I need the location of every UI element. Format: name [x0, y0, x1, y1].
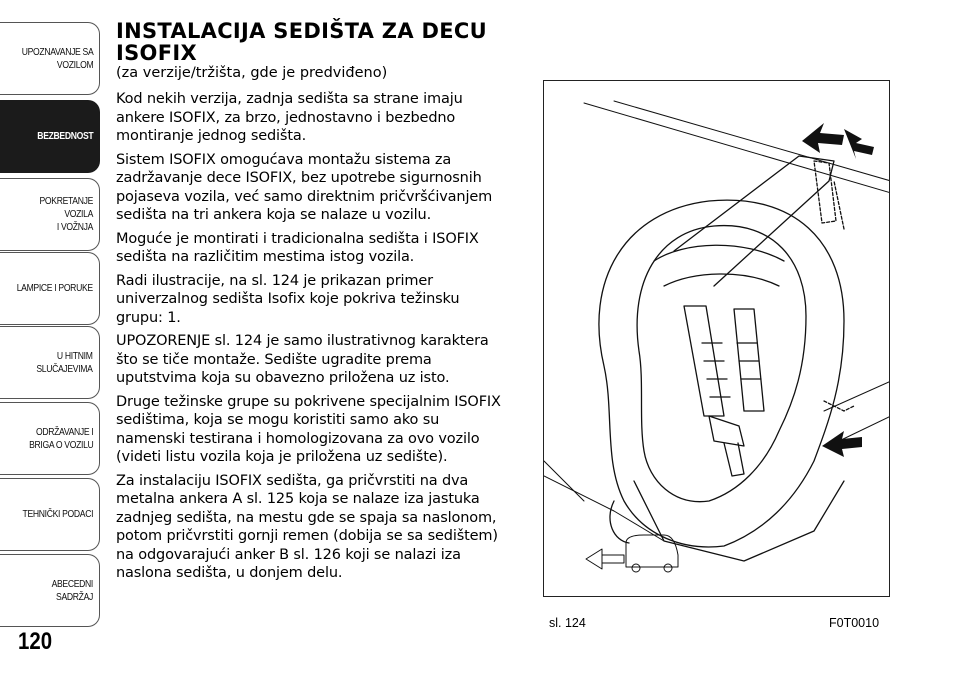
child-seat-illustration [543, 80, 890, 597]
paragraph: Radi ilustracije, na sl. 124 je prikazan primer univerzalnog sedišta Isofix koje pokriva težinsku grupu: 1. [116, 272, 460, 326]
tab-tehnicki-podaci[interactable] [0, 478, 100, 551]
article-title [116, 20, 506, 64]
paragraph: UPOZORENJE sl. 124 je samo ilustrativnog karaktera što se tiče montaže. Sedište ugradite prema uputstvima koja su obavezno priložena uz isto. [116, 333, 489, 386]
tab-label: POKRETANJE VOZILA I VOŽNJA [39, 195, 93, 233]
article-title-line1: INSTALACIJA SEDIŠTA ZA DECU [116, 19, 487, 43]
tab-bezbednost[interactable] [0, 100, 100, 173]
tab-label: ODRŽAVANJE I BRIGA O VOZILU [28, 425, 93, 451]
tab-abecedni-sadrzaj[interactable] [0, 554, 100, 627]
paragraph: Druge težinske grupe su pokrivene specijalnim ISOFIX sedištima, koja se mogu koristiti samo ako su namenski testirana i homologizovana za ovo vozilo (videti listu vozila koja je priložena uz sedište). [116, 393, 501, 465]
isofix-seat-drawing [544, 81, 890, 597]
tab-u-hitnim-slucajevima[interactable] [0, 326, 100, 399]
tab-label: LAMPICE I PORUKE [16, 282, 93, 294]
article-title-line2: ISOFIX [116, 41, 197, 65]
tab-label: U HITNIM SLUČAJEVIMA [36, 349, 93, 375]
tab-odrzavanje[interactable] [0, 402, 100, 475]
figure-code: F0T0010 [829, 616, 880, 630]
page-number: 120 [18, 628, 53, 655]
tab-upoznavanje-sa-vozilom[interactable] [0, 22, 100, 95]
tab-label: TEHNIČKI PODACI [22, 508, 93, 520]
figure-caption: sl. 124 [549, 616, 586, 630]
tab-label: BEZBEDNOST [36, 130, 93, 142]
paragraph: Moguće je montirati i tradicionalna sedišta i ISOFIX sedišta na različitim mestima istog vozila. [116, 230, 479, 265]
tab-label: UPOZNAVANJE SA VOZILOM [21, 45, 93, 71]
paragraph: Sistem ISOFIX omogućava montažu sistema za zadržavanje dece ISOFIX, bez upotrebe sigurnosnih pojaseva vozila, već samo direktnim pričvršćivanjem sedišta na tri ankera koja se nalaze u vozilu. [116, 151, 493, 223]
paragraph: Za instalaciju ISOFIX sedišta, ga pričvrstiti na dva metalna ankera A sl. 125 koja se nalaze iza jastuka zadnjeg sedišta, na mestu gde se spaja sa naslonom, potom pričvrstiti gornji remen (dobija se sa sedištem) na odgovarajući anker B sl. 126 koji se nalazi iza naslona sedišta, u donjem delu. [116, 472, 498, 581]
tab-label: ABECEDNI SADRŽAJ [51, 577, 93, 603]
tab-pokretanje-vozila[interactable] [0, 178, 100, 251]
article-subtitle: (za verzije/tržišta, gde je predviđeno) [116, 65, 388, 81]
paragraph: Kod nekih verzija, zadnja sedišta sa strane imaju ankere ISOFIX, za brzo, jednostavno i bezbedno montiranje jednog sedišta. [116, 91, 463, 144]
tab-lampice-i-poruke[interactable] [0, 252, 100, 325]
article [116, 20, 506, 588]
